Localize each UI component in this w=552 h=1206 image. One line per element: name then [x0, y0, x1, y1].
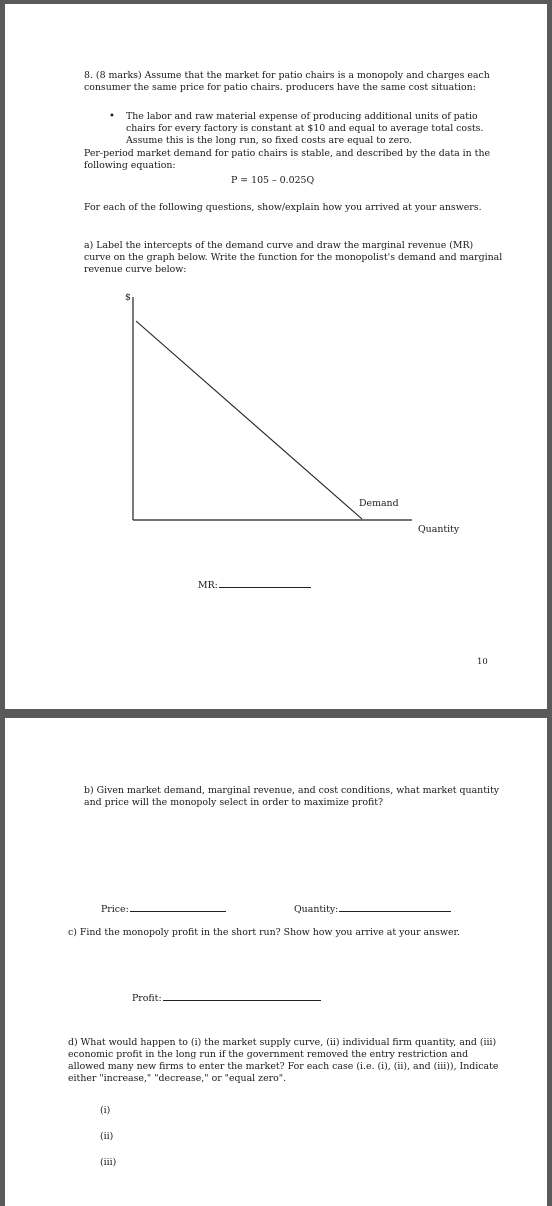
profit-answer-field	[132, 991, 321, 1006]
price-answer-field	[101, 902, 226, 917]
part-a-text: revenue curve below:	[84, 264, 187, 275]
question-header: 8. (8 marks) Assume that the market for patio chairs is a monopoly and charges each	[84, 70, 490, 81]
quantity-answer-field	[294, 902, 451, 917]
part-b-text: b) Given market demand, marginal revenue, and cost conditions, what market quantity	[84, 785, 500, 796]
part-d-text: either "increase," "decrease," or "equal zero".	[68, 1073, 287, 1084]
profit-label: Profit:	[132, 993, 162, 1004]
quantity-blank	[339, 902, 451, 912]
quantity-label: Quantity:	[294, 904, 339, 915]
demand-graph	[5, 4, 547, 709]
part-a-text: curve on the graph below. Write the function for the monopolist's demand and marginal	[84, 252, 503, 263]
page-number: 10	[477, 657, 488, 667]
part-d-text: economic profit in the long run if the government removed the entry restriction and	[68, 1049, 469, 1060]
page-1	[5, 4, 547, 709]
part-d-item: (i)	[100, 1105, 111, 1116]
price-label: Price:	[101, 904, 129, 915]
mr-answer-field	[198, 578, 311, 593]
part-d-text: allowed many new firms to enter the market? For each case (i.e. (i), (ii), and (iii)), Indicate	[68, 1061, 499, 1072]
part-d-text: d) What would happen to (i) the market supply curve, (ii) individual firm quantity, and (iii)	[68, 1037, 497, 1048]
demand-curve	[136, 321, 362, 519]
demand-intro: Per-period market demand for patio chairs is stable, and described by the data in the	[84, 148, 491, 159]
page-2	[5, 718, 547, 1206]
demand-equation: P = 105 – 0.025Q	[231, 175, 315, 186]
bullet-line: chairs for every factory is constant at $10 and equal to average total costs.	[126, 123, 484, 134]
instruction: For each of the following questions, show/explain how you arrived at your answers.	[84, 202, 482, 213]
bullet-line: Assume this is the long run, so fixed costs are equal to zero.	[126, 135, 413, 146]
part-b-text: and price will the monopoly select in order to maximize profit?	[84, 797, 384, 808]
part-a-text: a) Label the intercepts of the demand curve and draw the marginal revenue (MR)	[84, 240, 474, 251]
profit-blank	[163, 991, 321, 1001]
part-c-text: c) Find the monopoly profit in the short run? Show how you arrive at your answer.	[68, 927, 460, 938]
bullet-line: The labor and raw material expense of producing additional units of patio	[126, 111, 478, 122]
price-blank	[130, 902, 226, 912]
question-header-cont: consumer the same price for patio chairs. producers have the same cost situation:	[84, 82, 476, 93]
demand-intro: following equation:	[84, 160, 176, 171]
mr-label: MR:	[198, 580, 218, 591]
bullet-dot: •	[109, 111, 115, 122]
y-axis-label: $	[125, 292, 131, 303]
part-d-item: (iii)	[100, 1157, 117, 1168]
demand-curve-label: Demand	[359, 498, 399, 509]
part-d-item: (ii)	[100, 1131, 114, 1142]
x-axis-label: Quantity	[418, 524, 460, 535]
mr-blank	[219, 578, 311, 588]
